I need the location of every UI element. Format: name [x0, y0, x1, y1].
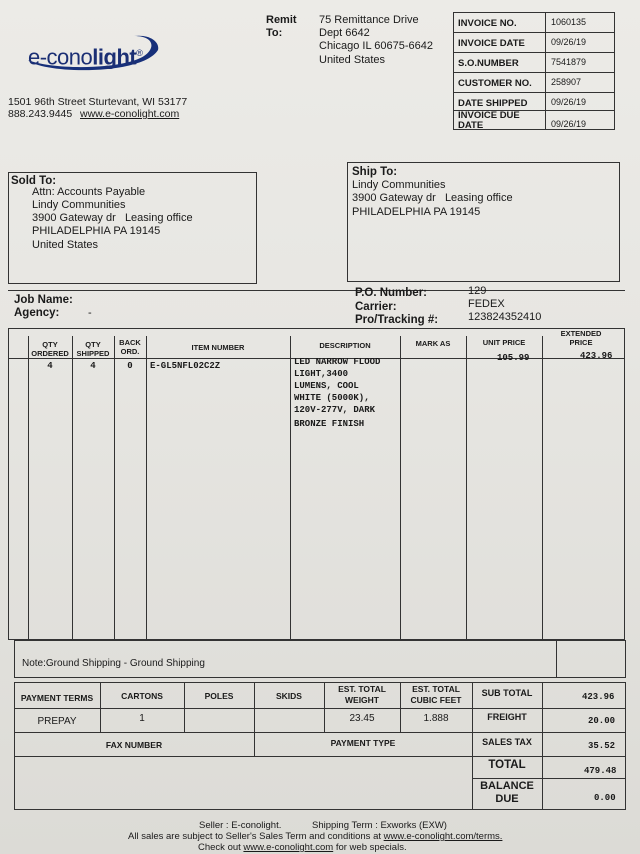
- item-back-ord: 0: [127, 361, 133, 371]
- invoice-due-value: 09/26/19: [551, 119, 587, 129]
- item-qty-shipped: 4: [90, 361, 96, 371]
- payment-type-label: PAYMENT TYPE: [330, 738, 396, 748]
- subtotal-label: SUB TOTAL: [481, 688, 533, 698]
- item-unit-price: 105.99: [497, 353, 530, 363]
- date-shipped-value: 09/26/19: [551, 97, 587, 107]
- carrier-value: FEDEX: [468, 298, 505, 310]
- logo-wordmark: e-conolight®: [28, 44, 143, 70]
- shipping-note: Note:Ground Shipping - Ground Shipping: [22, 658, 205, 669]
- total-label: TOTAL: [488, 759, 526, 771]
- ship-to-line: PHILADELPHIA PA 19145: [352, 206, 481, 218]
- item-qty-ordered: 4: [47, 361, 53, 371]
- col-qty-shipped: QTY SHIPPED: [76, 340, 110, 358]
- sold-to-line: United States: [32, 239, 99, 251]
- ship-to-line: 3900 Gateway dr Leasing office: [352, 192, 513, 204]
- est-weight-label: EST. TOTAL WEIGHT: [338, 684, 386, 705]
- agency-value: -: [88, 307, 92, 319]
- est-weight-value: 23.45: [349, 713, 375, 724]
- invoice-date-label: INVOICE DATE: [458, 38, 525, 49]
- col-item-number: ITEM NUMBER: [191, 343, 245, 352]
- item-extended-price: 423.96: [580, 351, 613, 361]
- company-phone: 888.243.9445: [8, 108, 73, 120]
- terms-link[interactable]: www.e-conolight.com/terms.: [383, 831, 503, 842]
- date-shipped-label: DATE SHIPPED: [458, 98, 528, 109]
- customer-no-label: CUSTOMER NO.: [458, 78, 532, 89]
- company-website-link[interactable]: www.e-conolight.com: [80, 108, 180, 120]
- sold-to-line: PHILADELPHIA PA 19145: [32, 225, 161, 237]
- col-unit-price: UNIT PRICE: [482, 338, 526, 347]
- ship-to-title: Ship To:: [352, 166, 398, 178]
- tracking-label: Pro/Tracking #:: [355, 314, 439, 326]
- balance-due-label: BALANCE DUE: [480, 780, 534, 805]
- freight-value: 20.00: [588, 716, 616, 726]
- so-number-label: S.O.NUMBER: [458, 58, 519, 69]
- remit-label: Remit: [266, 14, 297, 26]
- remit-line: Chicago IL 60675-6642: [319, 40, 433, 52]
- web-specials-link[interactable]: www.e-conolight.com: [243, 842, 334, 853]
- subtotal-value: 423.96: [582, 692, 615, 702]
- sold-to-line: Attn: Accounts Payable: [32, 186, 146, 198]
- col-back-ord: BACK ORD.: [119, 338, 141, 356]
- invoice-due-label: DATE: [458, 120, 484, 131]
- skids-label: SKIDS: [276, 691, 302, 701]
- col-description: DESCRIPTION: [319, 341, 371, 350]
- total-value: 479.48: [584, 766, 617, 776]
- job-name-label: Job Name:: [14, 294, 73, 306]
- cartons-value: 1: [139, 713, 145, 724]
- footer-terms: All sales are subject to Seller's Sales Term and conditions at www.e-conolight.com/terms.: [128, 831, 503, 842]
- footer-shipping-term: Shipping Term : Exworks (EXW): [312, 820, 447, 831]
- col-mark-as: MARK AS: [415, 339, 451, 348]
- invoice-due-label: INVOICE DUE: [458, 110, 520, 121]
- poles-label: POLES: [204, 691, 234, 701]
- sold-to-title: Sold To:: [11, 175, 57, 187]
- po-number-label: P.O. Number:: [355, 287, 427, 299]
- est-cubic-label: EST. TOTAL CUBIC FEET: [410, 684, 462, 705]
- tracking-value: 123824352410: [468, 311, 542, 323]
- item-description: LED NARROW FLOOD LIGHT,3400 LUMENS, COOL WHITE (5000K), 120V-277V, DARK BRONZE FINISH: [294, 357, 381, 429]
- customer-no-value: 258907: [551, 77, 582, 87]
- sales-tax-label: SALES TAX: [482, 737, 532, 747]
- carrier-label: Carrier:: [355, 301, 397, 313]
- footer-web-specials: Check out www.e-conolight.com for web specials.: [198, 842, 407, 853]
- footer-seller: Seller : E-conolight.: [199, 820, 282, 831]
- remit-line: Dept 6642: [319, 27, 370, 39]
- invoice-date-value: 09/26/19: [551, 37, 587, 47]
- ship-to-line: Lindy Communities: [352, 179, 446, 191]
- po-number-value: 129: [468, 285, 487, 297]
- col-qty-ordered: QTY ORDERED: [31, 340, 69, 358]
- est-cubic-value: 1.888: [423, 713, 449, 724]
- remit-to-label: To:: [266, 27, 283, 39]
- payment-terms-label: PAYMENT TERMS: [20, 693, 94, 703]
- payment-terms-value: PREPAY: [37, 716, 77, 727]
- freight-label: FREIGHT: [487, 712, 527, 722]
- fax-number-label: FAX NUMBER: [105, 740, 163, 750]
- cartons-label: CARTONS: [121, 691, 163, 701]
- remit-line: United States: [319, 54, 386, 66]
- so-number-value: 7541879: [551, 57, 587, 67]
- col-extended-price: EXTENDED PRICE: [560, 329, 602, 347]
- company-address: 1501 96th Street Sturtevant, WI 53177: [8, 96, 188, 108]
- sales-tax-value: 35.52: [588, 741, 616, 751]
- sold-to-line: Lindy Communities: [32, 199, 126, 211]
- item-number: E-GL5NFL02C2Z: [150, 361, 221, 371]
- sold-to-line: 3900 Gateway dr Leasing office: [32, 212, 193, 224]
- agency-label: Agency:: [14, 307, 60, 319]
- invoice-no-label: INVOICE NO.: [458, 18, 517, 29]
- invoice-no-value: 1060135: [551, 17, 587, 27]
- remit-line: 75 Remittance Drive: [319, 14, 419, 26]
- balance-due-value: 0.00: [594, 793, 616, 803]
